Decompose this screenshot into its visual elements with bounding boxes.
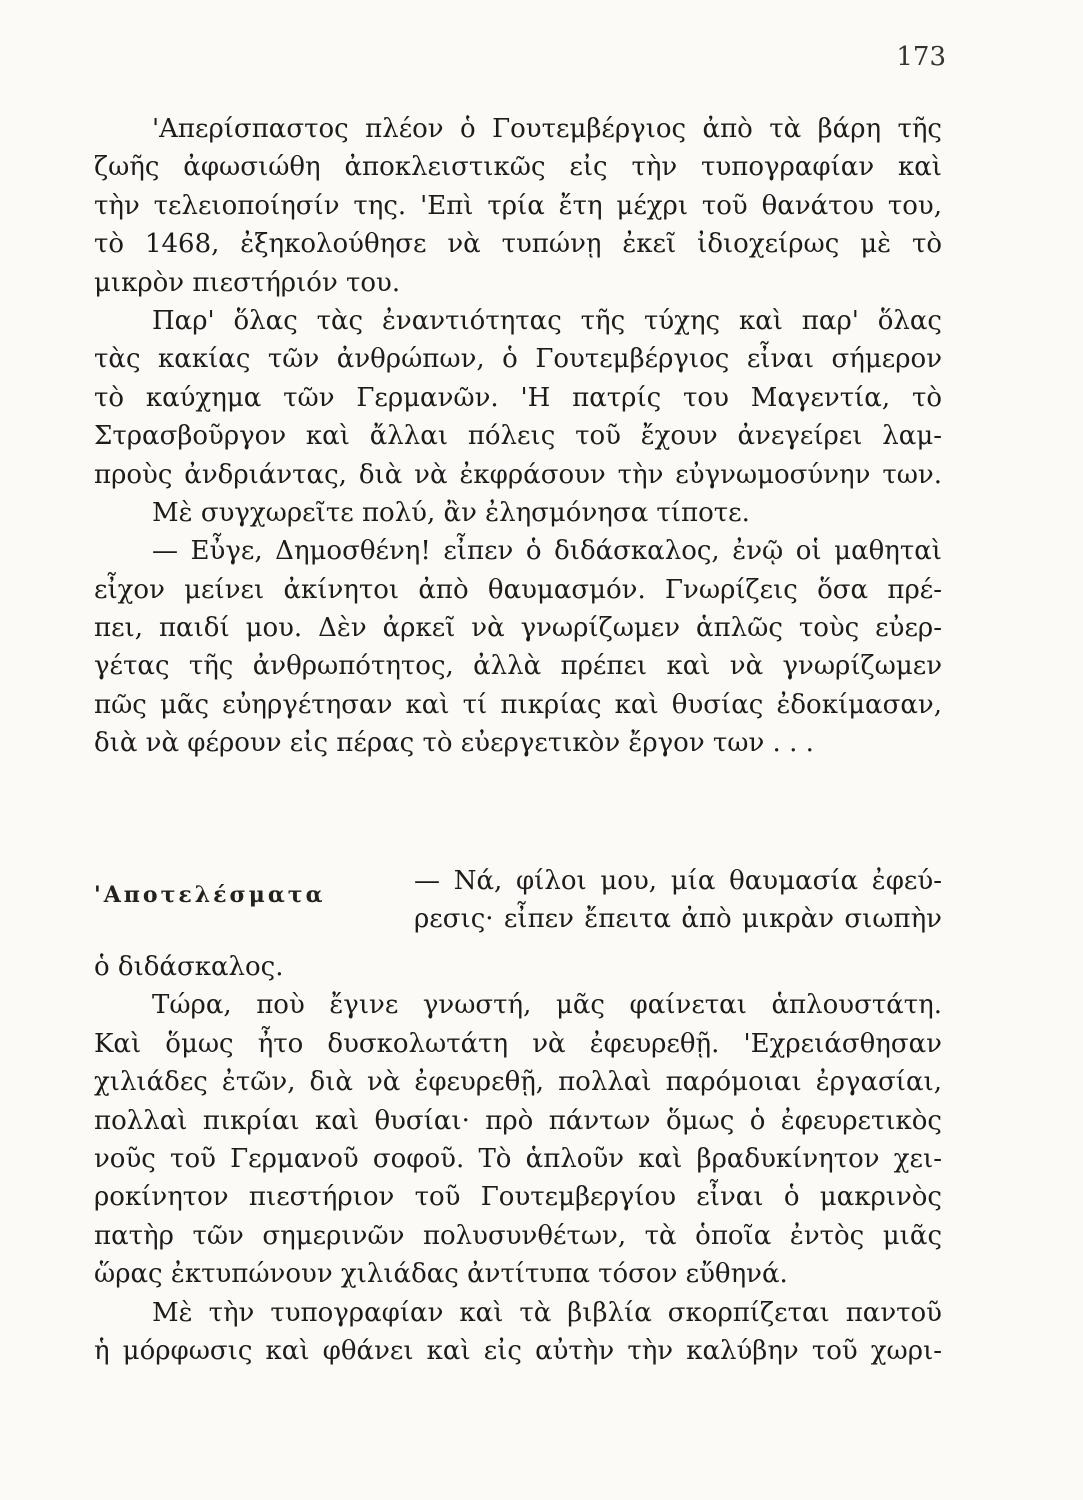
text-line: ρεσις· εἶπεν ἔπειτα ἀπὸ μικρὰν σιωπὴν	[414, 904, 942, 935]
text-line: Μὲ τὴν τυπογραφίαν καὶ τὰ βιβλία σκορπίζεται παντοῦ	[152, 1297, 942, 1328]
text-block-main	[94, 110, 942, 763]
text-line: τὰς κακίας τῶν ἀνθρώπων, ὁ Γουτεμβέργιος εἶναι σήμερον	[94, 344, 942, 375]
text-line: ζωῆς ἀφωσιώθη ἀποκλειστικῶς εἰς τὴν τυπογραφίαν καὶ	[94, 152, 942, 183]
text-line: — Εὖγε, Δημοσθένη! εἶπεν ὁ διδάσκαλος, ἐνῷ οἱ μαθηταὶ	[152, 536, 942, 567]
text-line: πατὴρ τῶν σημερινῶν πολυσυνθέτων, τὰ ὁποῖα ἐντὸς μιᾶς	[94, 1220, 942, 1251]
text-line: εἶχον μείνει ἀκίνητοι ἀπὸ θαυμασμόν. Γνωρίζεις ὅσα πρέ-	[94, 574, 942, 605]
text-block-side	[94, 862, 942, 939]
text-line: πολλαὶ πικρίαι καὶ θυσίαι· πρὸ πάντων ὅμως ὁ ἐφευρετικὸς	[94, 1105, 942, 1136]
marginal-heading: 'Αποτελέσματα	[94, 882, 326, 908]
page-number: 173	[896, 42, 946, 72]
text-line: νοῦς τοῦ Γερμανοῦ σοφοῦ. Τὸ ἁπλοῦν καὶ βραδυκίνητον χει-	[94, 1143, 942, 1174]
text-line: προὺς ἀνδριάντας, διὰ νὰ ἐκφράσουν τὴν εὐγνωμοσύνην των.	[94, 459, 942, 490]
text-block-continuation	[94, 948, 942, 1370]
text-line: ὥρας ἐκτυπώνουν χιλιάδας ἀντίτυπα τόσον εὔθηνά.	[94, 1259, 788, 1290]
text-line: Τώρα, ποὺ ἔγινε γνωστή, μᾶς φαίνεται ἁπλουστάτη.	[152, 990, 942, 1021]
text-line: ροκίνητον πιεστήριον τοῦ Γουτεμβεργίου εἶναι ὁ μακρινὸς	[94, 1182, 942, 1213]
text-line: χιλιάδες ἐτῶν, διὰ νὰ ἐφευρεθῇ, πολλαὶ παρόμοιαι ἐργασίαι,	[94, 1067, 942, 1098]
text-line: μικρὸν πιεστήριόν του.	[94, 267, 401, 298]
text-line: Μὲ συγχωρεῖτε πολύ, ἂν ἐλησμόνησα τίποτε.	[152, 497, 750, 528]
text-line: — Νά, φίλοι μου, μία θαυμασία ἐφεύ-	[414, 866, 942, 896]
text-line: ὁ διδάσκαλος.	[94, 952, 284, 982]
text-line: Παρ' ὅλας τὰς ἐναντιότητας τῆς τύχης καὶ παρ' ὅλας	[152, 305, 942, 336]
text-line: τὸ καύχημα τῶν Γερμανῶν. 'Η πατρίς του Μαγεντία, τὸ	[94, 382, 942, 413]
text-line: 'Απερίσπαστος πλέον ὁ Γουτεμβέργιος ἀπὸ τὰ βάρη τῆς	[152, 114, 942, 144]
text-line: πει, παιδί μου. Δὲν ἀρκεῖ νὰ γνωρίζωμεν ἁπλῶς τοὺς εὐερ-	[94, 613, 942, 644]
text-line: Στρασβοῦργον καὶ ἄλλαι πόλεις τοῦ ἔχουν ἀνεγείρει λαμ-	[94, 421, 942, 452]
text-line: τὴν τελειοποίησίν της. 'Επὶ τρία ἔτη μέχρι τοῦ θανάτου του,	[94, 190, 942, 221]
text-line: πῶς μᾶς εὐηργέτησαν καὶ τί πικρίας καὶ θυσίας ἐδοκίμασαν,	[94, 689, 942, 720]
text-line: τὸ 1468, ἐξηκολούθησε νὰ τυπώνῃ ἐκεῖ ἰδιοχείρως μὲ τὸ	[94, 229, 942, 260]
text-line: ἡ μόρφωσις καὶ φθάνει καὶ εἰς αὐτὴν τὴν καλύβην τοῦ χωρι-	[94, 1335, 942, 1366]
text-line: διὰ νὰ φέρουν εἰς πέρας τὸ εὐεργετικὸν ἔργον των . . .	[94, 728, 814, 759]
text-line: γέτας τῆς ἀνθρωπότητος, ἀλλὰ πρέπει καὶ νὰ γνωρίζωμεν	[94, 651, 942, 682]
text-line: Καὶ ὅμως ἦτο δυσκολωτάτη νὰ ἐφευρεθῇ. 'Εχρειάσθησαν	[94, 1028, 942, 1059]
